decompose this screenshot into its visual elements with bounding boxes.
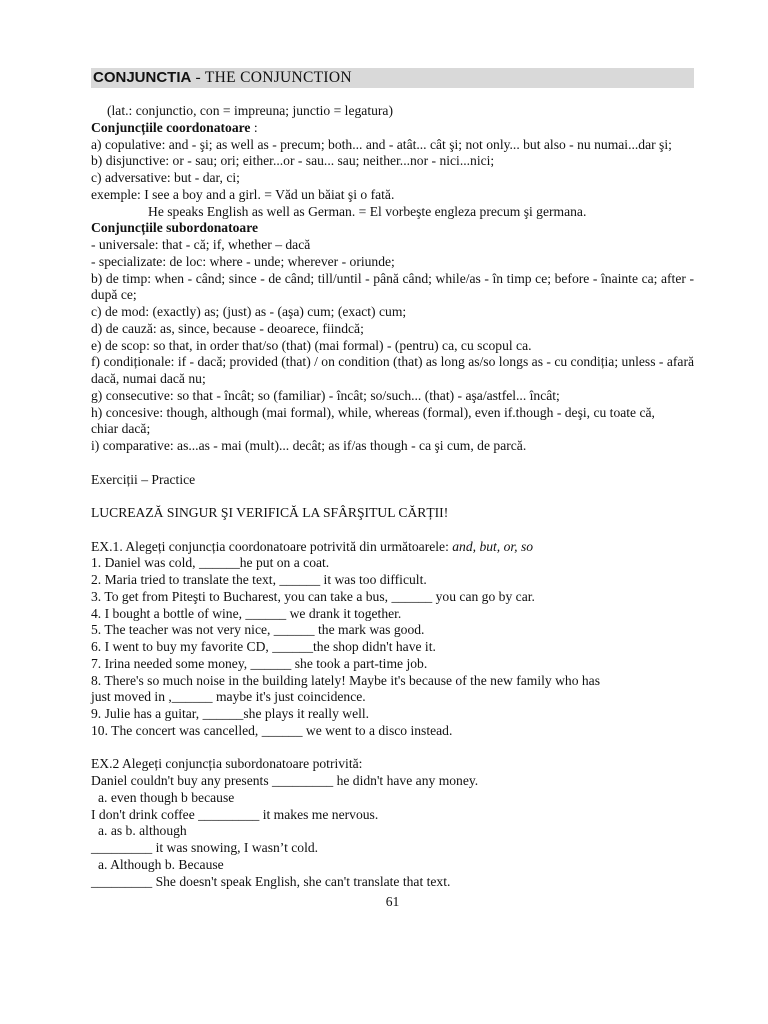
ex1-item: 8. There's so much noise in the building lately! Maybe it's because of the new family who has [91, 672, 601, 688]
ex2-heading: EX.2 Alegeți conjuncția subordonatoare potrivită: [91, 756, 363, 772]
ex1-heading-text: EX.1. Alegeți conjuncția coordonatoare potrivită din următoarele: [91, 538, 453, 554]
concessive-line-1: h) concesive: though, although (mai formal), while, whereas (formal), even if.though - deşi, cu toate că, [91, 404, 655, 420]
ex1-item: 5. The teacher was not very nice, ______ the mark was good. [91, 622, 425, 638]
coord-heading: Conjuncțiile coordonatoare [91, 119, 251, 135]
coord-heading-line [91, 120, 694, 137]
document-body [91, 103, 694, 890]
spacer [91, 740, 694, 757]
page-number: 61 [385, 894, 400, 910]
ex1-item: 7. Irina needed some money, ______ she took a part-time job. [91, 655, 428, 671]
ex1-item: 9. Julie has a guitar, ______she plays it really well. [91, 706, 370, 721]
spacer [91, 488, 694, 505]
ex2-options: a. even though b because [98, 789, 235, 805]
example-line-2: He speaks English as well as German. = El vorbeşte engleza precum şi germana. [148, 203, 587, 219]
page-title [91, 68, 694, 88]
coord-heading-suffix: : [250, 119, 258, 135]
practice-instruction: LUCREAZĂ SINGUR ŞI VERIFICĂ LA SFÂRŞITUL CĂRȚII! [91, 505, 449, 520]
ex2-options: a. as b. although [98, 823, 187, 839]
etymology-line: (lat.: conjunctio, con = impreuna; junctio = legatura) [107, 103, 393, 118]
comparative-line: i) comparative: as...as - mai (mult)... decât; as if/as though - ca şi cum, de parcă. [91, 438, 527, 453]
ex1-item: 6. I went to buy my favorite CD, ______the shop didn't have it. [91, 639, 436, 654]
ex1-item: just moved in ,______ maybe it's just coincidence. [91, 689, 366, 705]
ex2-question: Daniel couldn't buy any presents _________ he didn't have any money. [91, 773, 479, 788]
spacer [91, 455, 694, 472]
title-bold: CONJUNCTIA [93, 69, 192, 86]
consecutive-line: g) consecutive: so that - încât; so (familiar) - încât; so/such... (that) - aşa/astfel... încât; [91, 387, 560, 403]
ex1-item: 3. To get from Piteşti to Bucharest, you can take a bus, ______ you can go by car. [91, 588, 535, 604]
conditional-line: f) condiționale: if - dacă; provided (that) / on condition (that) as long as/so longs as - cu condiția; unless - afară dacă, numai dacă nu; [91, 354, 694, 386]
specialized-line: - specializate: de loc: where - unde; wherever - oriunde; [91, 253, 395, 269]
ex1-item: 2. Maria tried to translate the text, ______ it was too difficult. [91, 572, 427, 587]
adversative-line: c) adversative: but - dar, ci; [91, 170, 240, 185]
ex2-question: _________ She doesn't speak English, she can't translate that text. [91, 873, 451, 889]
ex1-item: 10. The concert was cancelled, ______ we went to a disco instead. [91, 722, 453, 738]
ex1-heading [91, 539, 694, 556]
page [91, 68, 694, 910]
time-line: b) de timp: when - când; since - de când; till/until - până când; while/as - în timp ce; before - înainte ca; after - după ce; [91, 270, 694, 303]
example-line-1: exemple: I see a boy and a girl. = Văd un băiat şi o fată. [91, 186, 395, 202]
practice-heading: Exerciții – Practice [91, 471, 196, 487]
subord-heading: Conjuncțiile subordonatoare [91, 220, 259, 236]
ex2-question: I don't drink coffee _________ it makes me nervous. [91, 806, 379, 822]
ex2-options: a. Although b. Because [98, 856, 224, 872]
cause-line: d) de cauză: as, since, because - deoarece, fiindcă; [91, 320, 364, 336]
disjunctive-line: b) disjunctive: or - sau; ori; either...or - sau... sau; neither...nor - nici...nici; [91, 153, 495, 169]
ex1-item: 1. Daniel was cold, ______he put on a coat. [91, 555, 330, 571]
ex1-options: and, but, or, so [452, 538, 534, 554]
title-rest: - THE CONJUNCTION [191, 69, 352, 86]
ex2-question: _________ it was snowing, I wasn’t cold. [91, 840, 319, 855]
purpose-line: e) de scop: so that, in order that/so (that) (mai formal) - (pentru) ca, cu scopul ca. [91, 337, 532, 353]
universal-line: - universale: that - că; if, whether – dacă [91, 237, 311, 252]
manner-line: c) de mod: (exactly) as; (just) as - (aşa) cum; (exact) cum; [91, 304, 407, 319]
copulative-line: a) copulative: and - şi; as well as - precum; both... and - atât... cât şi; not only... but also - nu numai...dar şi; [91, 136, 672, 152]
spacer [91, 522, 694, 539]
ex1-item: 4. I bought a bottle of wine, ______ we drank it together. [91, 605, 402, 621]
concessive-line-2: chiar dacă; [91, 421, 151, 437]
